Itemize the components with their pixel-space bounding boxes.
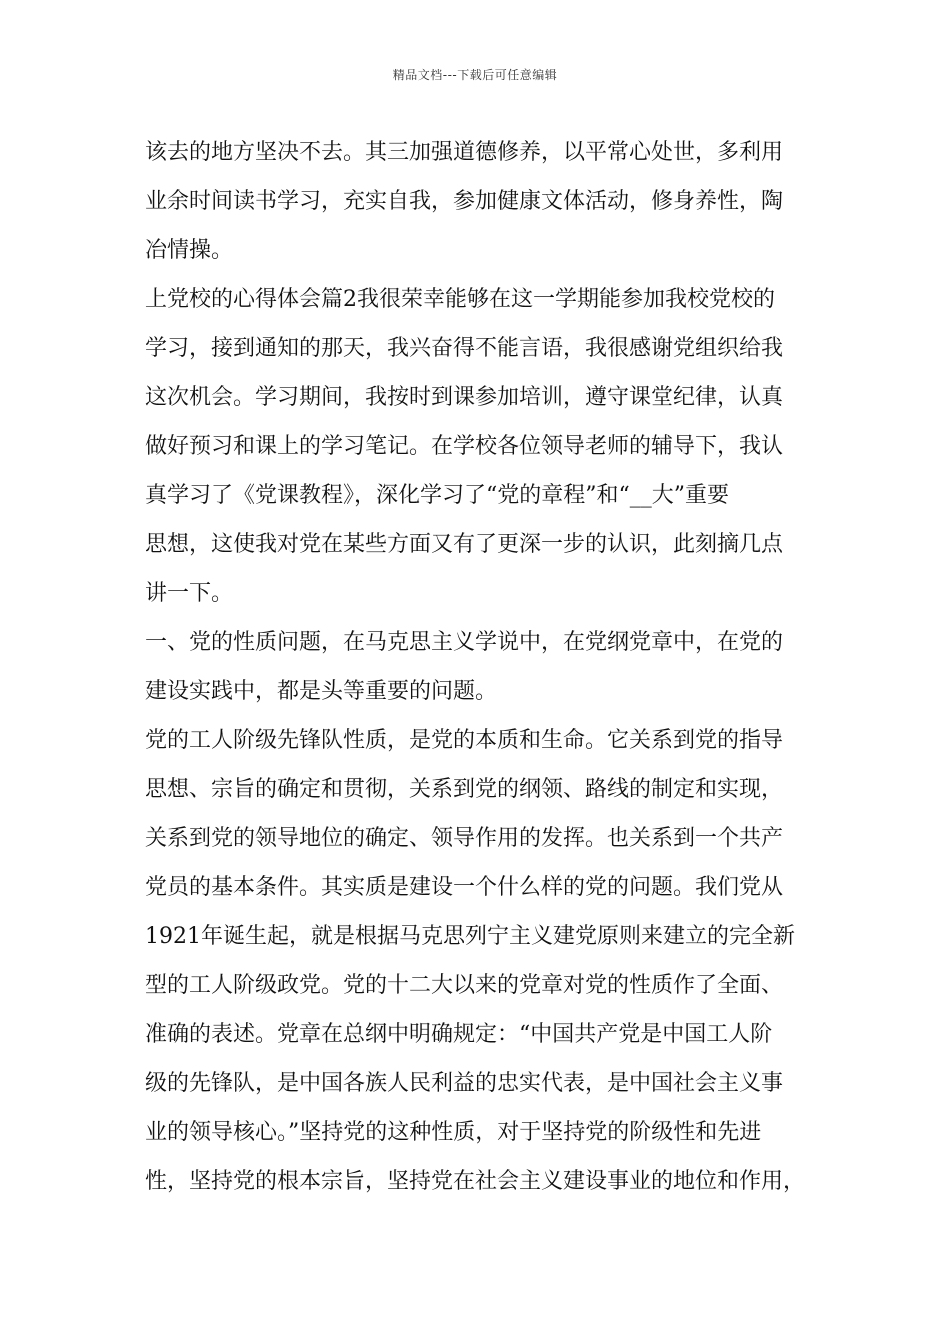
text-line: 上党校的心得体会篇2我很荣幸能够在这一学期能参加我校党校的: [145, 287, 775, 312]
document-body: [145, 128, 835, 1206]
text-line: 思想、宗旨的确定和贯彻，关系到党的纲领、路线的制定和实现，: [145, 777, 784, 802]
text-line: 学习，接到通知的那天，我兴奋得不能言语，我很感谢党组织给我: [145, 336, 784, 361]
page-header: 精品文档---下载后可任意编辑: [392, 68, 558, 82]
text-line: 冶情操。: [145, 238, 234, 263]
text-line: 关系到党的领导地位的确定、领导作用的发挥。也关系到一个共产: [145, 826, 784, 851]
text-line: 该去的地方坚决不去。其三加强道德修养，以平常心处世，多利用: [145, 140, 784, 165]
text-line: 这次机会。学习期间，我按时到课参加培训，遵守课堂纪律，认真: [145, 385, 784, 410]
text-line: 真学习了《党课教程》，深化学习了“党的章程”和“__大”重要: [145, 483, 729, 508]
text-line: 一、党的性质问题，在马克思主义学说中，在党纲党章中，在党的: [145, 630, 784, 655]
text-line: 建设实践中，都是头等重要的问题。: [145, 679, 498, 704]
text-line: 做好预习和课上的学习笔记。在学校各位领导老师的辅导下，我认: [145, 434, 784, 459]
text-line: 业的领导核心。”坚持党的这种性质，对于坚持党的阶级性和先进: [145, 1120, 762, 1145]
text-line: 1921年诞生起，就是根据马克思列宁主义建党原则来建立的完全新: [145, 924, 795, 949]
text-line: 讲一下。: [145, 581, 234, 606]
text-line: 思想，这使我对党在某些方面又有了更深一步的认识，此刻摘几点: [145, 532, 784, 557]
text-line: 业余时间读书学习，充实自我，参加健康文体活动，修身养性，陶: [145, 189, 784, 214]
text-line: 准确的表述。党章在总纲中明确规定：“中国共产党是中国工人阶: [145, 1022, 773, 1047]
text-line: 型的工人阶级政党。党的十二大以来的党章对党的性质作了全面、: [145, 973, 784, 998]
text-line: 性，坚持党的根本宗旨，坚持党在社会主义建设事业的地位和作用，: [145, 1169, 806, 1194]
text-line: 党员的基本条件。其实质是建设一个什么样的党的问题。我们党从: [145, 875, 784, 900]
text-line: 党的工人阶级先锋队性质，是党的本质和生命。它关系到党的指导: [145, 728, 784, 753]
text-line: 级的先锋队，是中国各族人民利益的忠实代表，是中国社会主义事: [145, 1071, 784, 1096]
